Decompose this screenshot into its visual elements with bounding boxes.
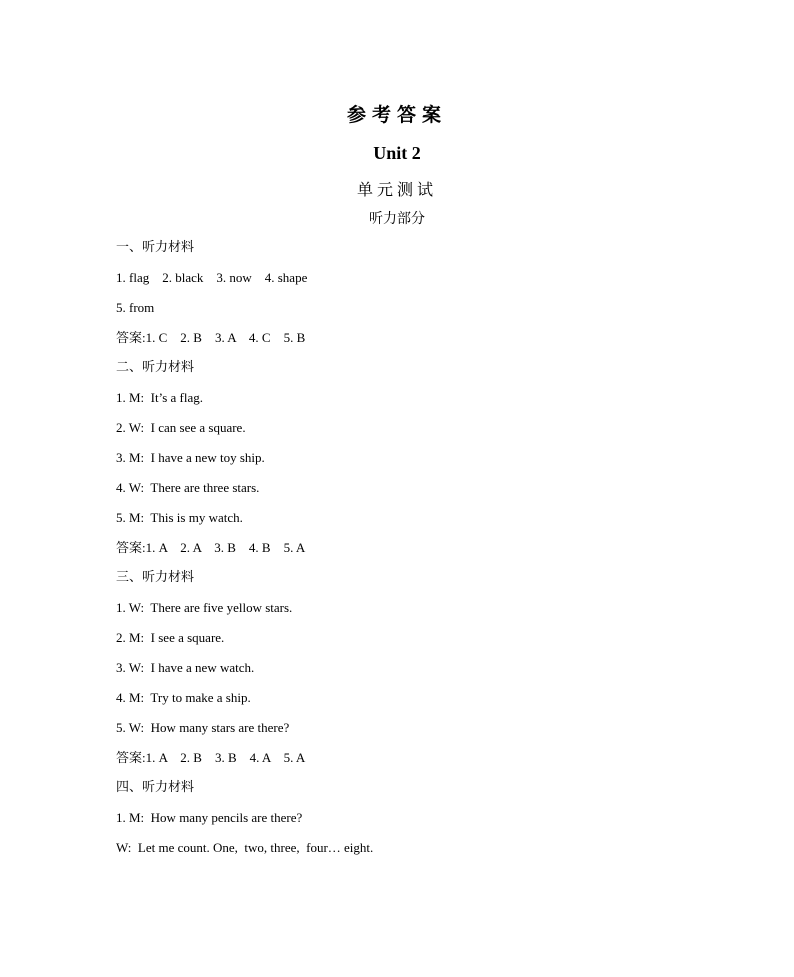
page-title: 参考答案 xyxy=(346,104,447,126)
transcript-line: 5. W: How many stars are there? xyxy=(116,720,290,735)
transcript-line: 3. M: I have a new toy ship. xyxy=(116,450,265,465)
part-heading: 听力部分 xyxy=(369,211,425,227)
transcript-line: 5. M: This is my watch. xyxy=(116,510,243,525)
transcript-line: 2. W: I can see a square. xyxy=(116,420,246,435)
section-subtitle: 单元测试 xyxy=(356,180,437,199)
transcript-line: 4. W: There are three stars. xyxy=(116,480,260,495)
transcript-line: 1. M: How many pencils are there? xyxy=(116,810,303,825)
answer-key-line: 答案:1. A 2. A 3. B 4. B 5. A xyxy=(116,540,306,555)
unit-heading: Unit 2 xyxy=(373,143,421,163)
transcript-line: W: Let me count. One, two, three, four… eight. xyxy=(116,840,374,855)
answer-key-line: 答案:1. A 2. B 3. B 4. A 5. A xyxy=(116,750,306,765)
section-heading-3: 三、听力材料 xyxy=(116,570,195,585)
section-heading-4: 四、听力材料 xyxy=(116,780,195,795)
section-heading-1: 一、听力材料 xyxy=(116,240,195,255)
transcript-line: 3. W: I have a new watch. xyxy=(116,660,255,675)
answer-line: 5. from xyxy=(116,300,155,315)
transcript-line: 1. M: It’s a flag. xyxy=(116,390,204,405)
answer-key-line: 答案:1. C 2. B 3. A 4. C 5. B xyxy=(116,330,306,345)
transcript-line: 1. W: There are five yellow stars. xyxy=(116,600,293,615)
answer-line: 1. flag 2. black 3. now 4. shape xyxy=(116,270,308,285)
transcript-line: 2. M: I see a square. xyxy=(116,630,225,645)
transcript-line: 4. M: Try to make a ship. xyxy=(116,690,251,705)
section-heading-2: 二、听力材料 xyxy=(116,360,195,375)
